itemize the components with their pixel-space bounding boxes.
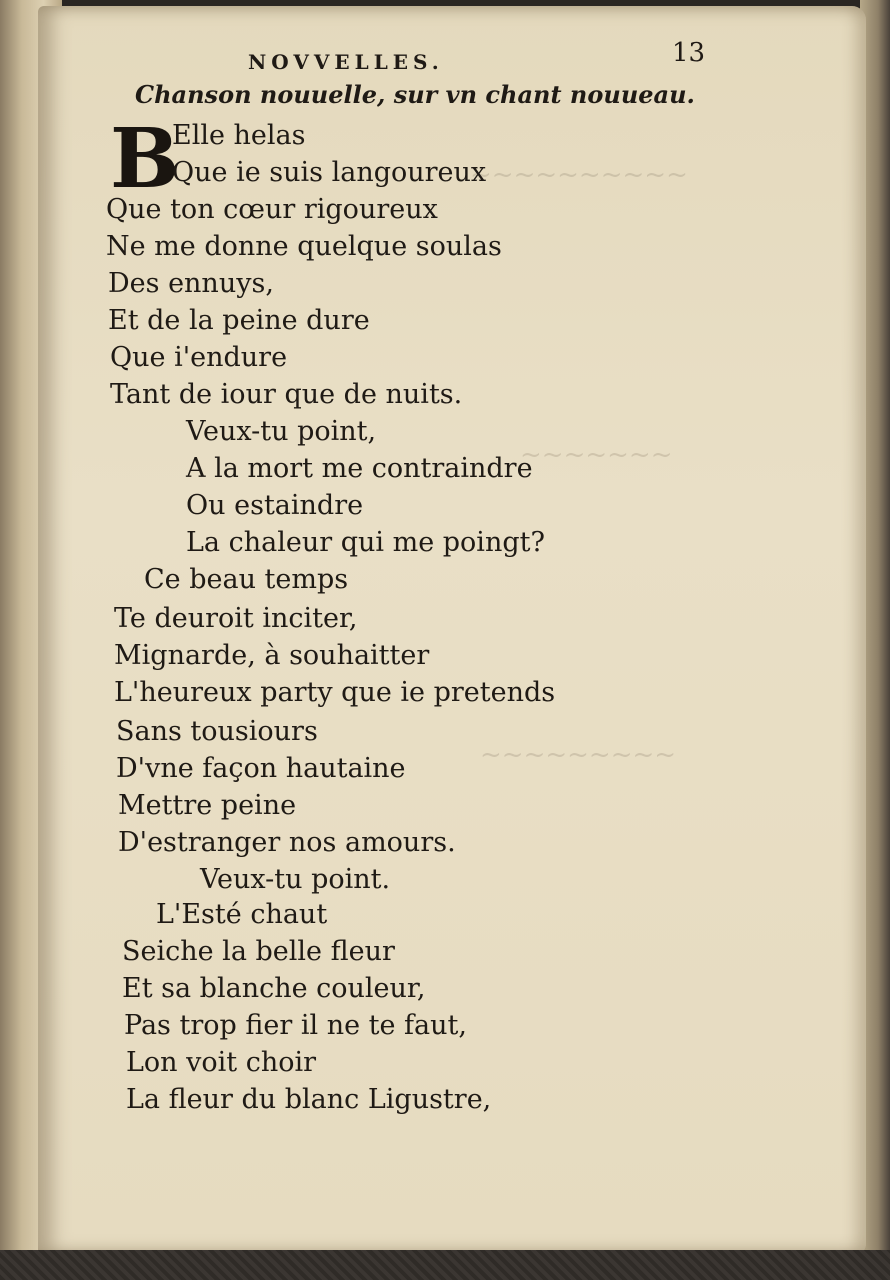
verse-line: Pas trop fier il ne te faut, xyxy=(124,1010,467,1041)
verse-line: D'estranger nos amours. xyxy=(118,827,456,858)
verse-line: Que ton cœur rigoureux xyxy=(106,194,438,225)
show-through-decoration: ~~~~~~~ xyxy=(520,440,673,470)
verse-line: L'heureux party que ie pretends xyxy=(114,677,556,708)
verse-line: Et de la peine dure xyxy=(108,305,370,336)
verse-line: D'vne façon hautaine xyxy=(116,753,406,784)
binding-cloth xyxy=(0,1250,890,1280)
verse-line: Mignarde, à souhaitter xyxy=(114,640,430,671)
verse-line: La fleur du blanc Ligustre, xyxy=(126,1084,492,1115)
verse-line: A la mort me contraindre xyxy=(186,453,533,484)
verse-line: Des ennuys, xyxy=(108,268,274,299)
verse-line: La chaleur qui me poingt? xyxy=(186,527,545,558)
running-head: NOVVELLES. xyxy=(248,50,444,74)
verse-line: Seiche la belle fleur xyxy=(122,936,395,967)
show-through-decoration: ~~~~~~~~~~ xyxy=(470,160,688,190)
page-number: 13 xyxy=(672,38,706,68)
verse-line: Ce beau temps xyxy=(144,564,349,595)
verse-line: Elle helas xyxy=(172,120,306,151)
verse-line: Lon voit choir xyxy=(126,1047,317,1078)
verse-line: Sans tousiours xyxy=(116,716,318,747)
verse-line: Ne me donne quelque soulas xyxy=(106,231,502,262)
verse-line: Tant de iour que de nuits. xyxy=(110,379,463,410)
verse-line: Veux-tu point. xyxy=(200,864,391,895)
song-title: Chanson nouuelle, sur vn chant nouueau. xyxy=(135,80,695,109)
verse-line: Veux-tu point, xyxy=(186,416,377,447)
verse-line: Que ie suis langoureux xyxy=(172,157,487,188)
verse-line: Et sa blanche couleur, xyxy=(122,973,426,1004)
show-through-decoration: ~~~~~~~~~ xyxy=(480,740,677,770)
verse-line: Mettre peine xyxy=(118,790,297,821)
verse-line: Que i'endure xyxy=(110,342,288,373)
verse-line: Te deuroit inciter, xyxy=(114,603,358,634)
verse-line: L'Esté chaut xyxy=(156,899,328,930)
verse-line: Ou estaindre xyxy=(186,490,364,521)
drop-cap: B xyxy=(110,111,180,207)
